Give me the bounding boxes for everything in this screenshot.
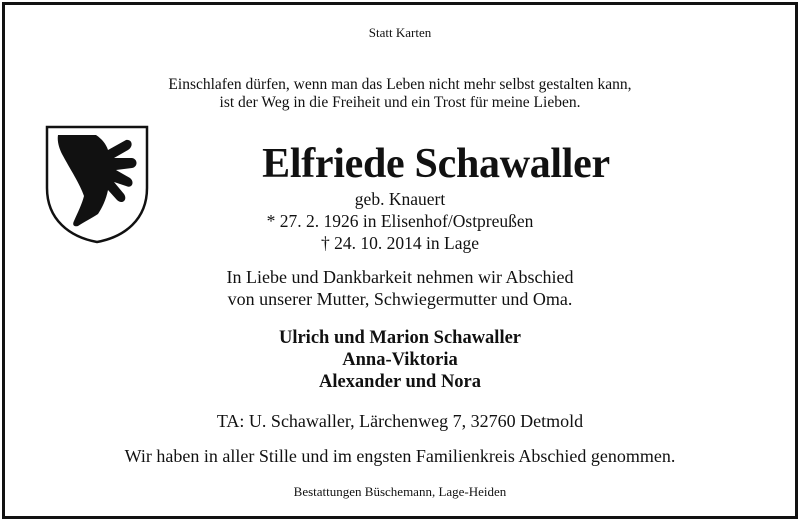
farewell-line-2: von unserer Mutter, Schwiegermutter und Oma. (227, 289, 573, 309)
header-text: Statt Karten (368, 25, 432, 40)
motto-line-1: Einschlafen dürfen, wenn man das Leben nicht mehr selbst gestalten kann, (168, 76, 632, 93)
motto-line-2: ist der Weg in die Freiheit und ein Trost für meine Lieben. (219, 94, 581, 111)
mourner-1: Ulrich und Marion Schawaller (278, 328, 522, 348)
birth-date: * 27. 2. 1926 in Elisenhof/Ostpreußen (266, 211, 534, 231)
birth-name: geb. Knauert (354, 189, 446, 209)
mourner-2: Anna-Viktoria (342, 350, 458, 370)
mourner-3: Alexander und Nora (318, 372, 482, 392)
death-date: † 24. 10. 2014 in Lage (321, 233, 479, 253)
address-line: TA: U. Schawaller, Lärchenweg 7, 32760 Detmold (216, 411, 584, 431)
farewell-line-1: In Liebe und Dankbarkeit nehmen wir Abschied (226, 267, 574, 287)
deceased-name: Elfriede Schawaller (262, 141, 610, 187)
undertaker-text: Bestattungen Büschemann, Lage-Heiden (293, 484, 507, 499)
closing-note: Wir haben in aller Stille und im engsten Familienkreis Abschied genommen. (124, 446, 676, 466)
